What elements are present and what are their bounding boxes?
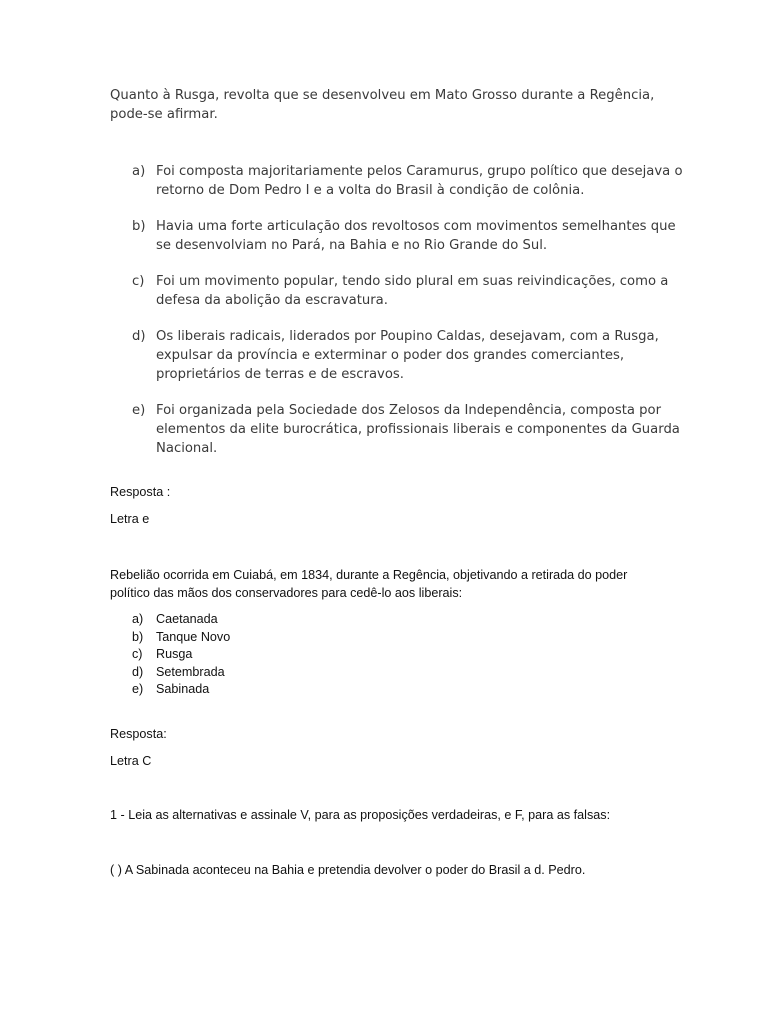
option-letter: e) bbox=[132, 682, 144, 697]
option-text: Havia uma forte articulação dos revoltosos com movimentos semelhantes que se desenvolviam no Pará, na Bahia e no Rio Grande do Sul. bbox=[156, 219, 676, 253]
option-letter: a) bbox=[132, 164, 146, 179]
option-text: Tanque Novo bbox=[156, 629, 231, 644]
option-text: Sabinada bbox=[156, 682, 210, 697]
option-letter: c) bbox=[132, 274, 145, 289]
option-d bbox=[132, 664, 230, 682]
option-letter: a) bbox=[132, 612, 144, 626]
option-text: Os liberais radicais, liderados por Poupino Caldas, desejavam, com a Rusga, expulsar da província e exterminar o poder dos grandes comerciantes, proprietários de terras e de escravos. bbox=[156, 329, 659, 382]
option-text: Foi composta majoritariamente pelos Caramurus, grupo político que desejava o retorno de Dom Pedro I e a volta do Brasil à condição de colônia. bbox=[156, 164, 683, 198]
option-a bbox=[132, 162, 692, 200]
option-letter: b) bbox=[132, 629, 144, 644]
option-a bbox=[132, 611, 230, 629]
question-1-options bbox=[132, 162, 692, 475]
option-letter: d) bbox=[132, 329, 146, 344]
option-c bbox=[132, 272, 692, 310]
option-letter: b) bbox=[132, 219, 146, 234]
question-3-statement-1: ( ) A Sabinada aconteceu na Bahia e pretendia devolver o poder do Brasil a d. Pedro. bbox=[110, 863, 586, 877]
option-e bbox=[132, 401, 692, 458]
question-2-text: Rebelião ocorrida em Cuiabá, em 1834, durante a Regência, objetivando a retirada do poder político das mãos dos conservadores para cedê-lo aos liberais: bbox=[110, 568, 628, 600]
question-1-text: Quanto à Rusga, revolta que se desenvolveu em Mato Grosso durante a Regência, pode-se afirmar. bbox=[110, 88, 655, 122]
answer-1-value: Letra e bbox=[110, 512, 150, 526]
question-2-options bbox=[132, 611, 230, 699]
option-b bbox=[132, 629, 230, 647]
answer-2-label: Resposta: bbox=[110, 727, 167, 741]
option-text: Foi um movimento popular, tendo sido plural em suas reivindicações, como a defesa da abolição da escravatura. bbox=[156, 274, 669, 308]
option-letter: d) bbox=[132, 664, 144, 679]
answer-2-value: Letra C bbox=[110, 754, 152, 768]
option-letter: e) bbox=[132, 403, 146, 418]
option-text: Rusga bbox=[156, 647, 193, 662]
option-c bbox=[132, 646, 230, 664]
answer-1-label: Resposta : bbox=[110, 485, 171, 499]
option-b bbox=[132, 217, 692, 255]
question-3-text: 1 - Leia as alternativas e assinale V, para as proposições verdadeiras, e F, para as falsas: bbox=[110, 808, 611, 822]
option-text: Foi organizada pela Sociedade dos Zelosos da Independência, composta por elementos da elite burocrática, profissionais liberais e componentes da Guarda Nacional. bbox=[156, 403, 680, 456]
option-text: Setembrada bbox=[156, 664, 225, 679]
option-e bbox=[132, 681, 230, 699]
option-d bbox=[132, 327, 692, 384]
option-letter: c) bbox=[132, 647, 143, 662]
option-text: Caetanada bbox=[156, 612, 218, 626]
